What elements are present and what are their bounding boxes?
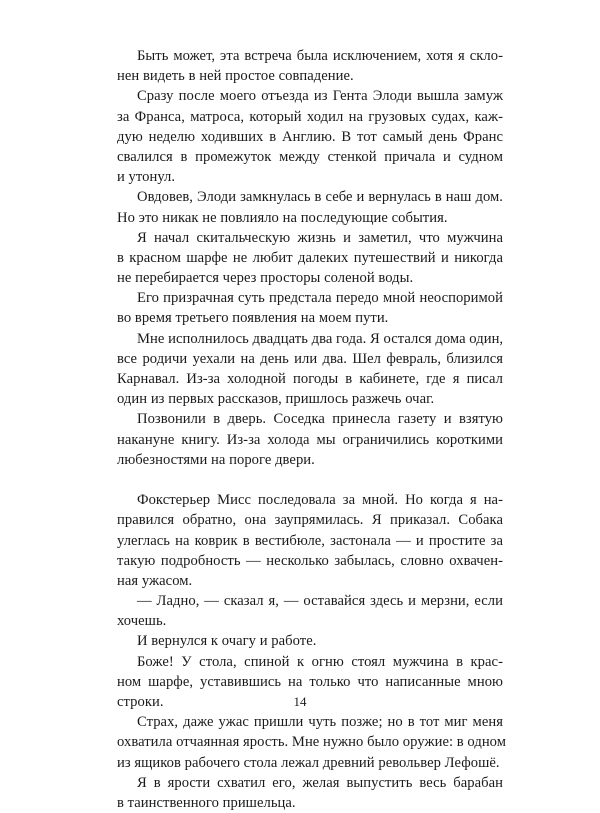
paragraph bbox=[117, 773, 503, 813]
text-line: Быть может, эта встреча была исключением, хотя я скло- bbox=[137, 48, 503, 64]
paragraph bbox=[117, 86, 503, 187]
text-line: нен видеть в ней простое совпадение. bbox=[117, 68, 354, 85]
text-line: улеглась на коврик в вестибюле, застонала — и простите за bbox=[117, 532, 503, 549]
paragraph bbox=[117, 409, 503, 470]
text-line: Но это никак не повлияло на последующие события. bbox=[117, 209, 448, 226]
paragraph bbox=[117, 288, 503, 328]
text-line: во время третьего появления на моем пути. bbox=[117, 310, 389, 327]
section-gap bbox=[117, 470, 503, 490]
paragraph bbox=[117, 187, 503, 227]
text-line: такую подробность — несколько забылась, словно охвачен- bbox=[117, 552, 503, 569]
paragraph bbox=[117, 490, 503, 591]
text-line: Карнавал. Из-за холодной погоды в кабинете, где я писал bbox=[117, 371, 503, 387]
text-line: свалился в промежуток между стенкой причала и судном bbox=[117, 148, 503, 165]
text-line: Боже! У стола, спиной к огню стоял мужчина в крас- bbox=[137, 653, 503, 670]
text-line: хочешь. bbox=[117, 613, 167, 630]
text-line: Я в ярости схватил его, желая выпустить весь барабан bbox=[137, 774, 503, 791]
text-line: Страх, даже ужас пришли чуть позже; но в тот миг меня bbox=[137, 714, 503, 731]
text-line: — Ладно, — сказал я, — оставайся здесь и мерзни, если bbox=[137, 593, 503, 610]
paragraph bbox=[117, 591, 503, 631]
text-line: Я начал скитальческую жизнь и заметил, что мужчина bbox=[137, 229, 503, 246]
paragraph bbox=[117, 228, 503, 289]
text-line: Позвонили в дверь. Соседка принесла газету и взятую bbox=[137, 411, 503, 428]
text-line: правился обратно, она заупрямилась. Я приказал. Собака bbox=[117, 512, 503, 529]
text-line: в таинственного пришельца. bbox=[117, 794, 296, 811]
text-line: Его призрачная суть предстала передо мной неоспоримой bbox=[137, 290, 503, 307]
paragraph bbox=[117, 631, 503, 651]
text-line: за Франса, матроса, который ходил на грузовых судах, каж- bbox=[117, 108, 503, 125]
text-line: накануне книгу. Из-за холода мы ограничились короткими bbox=[117, 431, 503, 448]
text-line: строки. bbox=[117, 694, 164, 710]
text-line: любезностями на пороге двери. bbox=[117, 451, 315, 468]
text-line: один из первых рассказов, пришлось разжечь очаг. bbox=[117, 391, 435, 408]
text-line: Мне исполнилось двадцать два года. Я остался дома один, bbox=[137, 330, 504, 347]
text-line: из ящиков рабочего стола лежал древний револьвер Лефошё. bbox=[117, 754, 500, 771]
text-line: ном шарфе, уставившись на только что написанные мною bbox=[117, 673, 503, 690]
text-line: все родичи уехали на день или два. Шел февраль, близился bbox=[117, 350, 503, 367]
text-line: не перебирается через просторы соленой воды. bbox=[117, 270, 414, 287]
paragraph bbox=[117, 329, 503, 410]
text-line: Сразу после моего отъезда из Гента Элоди вышла замуж bbox=[137, 88, 503, 105]
paragraph bbox=[117, 712, 507, 773]
text-line: Фокстерьер Мисс последовала за мной. Но когда я на- bbox=[137, 492, 503, 509]
text-line: дую неделю ходивших в Англию. В тот самый день Франс bbox=[117, 128, 503, 145]
paragraph bbox=[117, 46, 503, 86]
text-line: и утонул. bbox=[117, 169, 176, 186]
text-line: в красном шарфе не любит далеких путешествий и никогда bbox=[117, 249, 503, 266]
text-line: И вернулся к очагу и работе. bbox=[137, 633, 317, 650]
text-line: Овдовев, Элоди замкнулась в себе и вернулась в наш дом. bbox=[137, 189, 503, 206]
page-number: 14 bbox=[293, 694, 307, 709]
text-line: ная ужасом. bbox=[117, 572, 193, 589]
text-line: охватила отчаянная ярость. Мне нужно было оружие: в одном bbox=[117, 734, 507, 751]
